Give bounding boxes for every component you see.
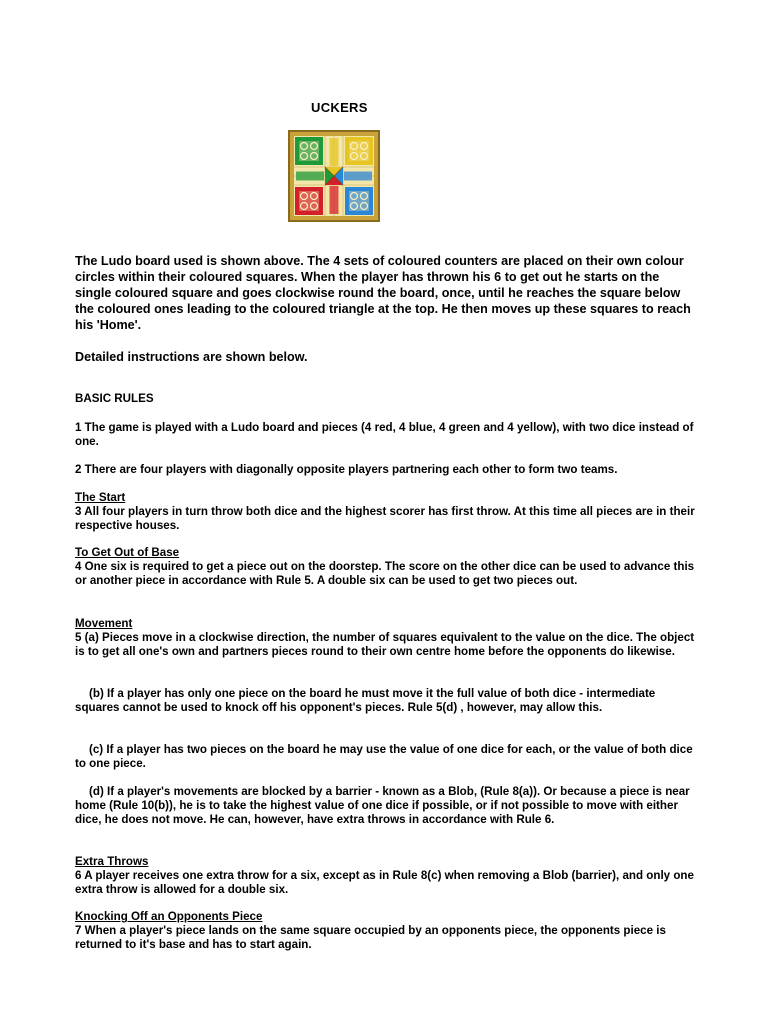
rule-5a: 5 (a) Pieces move in a clockwise direction, the number of squares equivalent to the value on the dice. The object is to get all one's own and partners pieces round to their own centre home before the opponents do likewise. (75, 631, 695, 658)
knocking-heading: Knocking Off an Opponents Piece (75, 910, 263, 923)
rule-1: 1 The game is played with a Ludo board and pieces (4 red, 4 blue, 4 green and 4 yellow), with two dice instead of one. (75, 421, 694, 448)
rule-5c: (c) If a player has two pieces on the board he may use the value of one dice for each, or the value of both dice to one piece. (75, 743, 693, 770)
rule-6: 6 A player receives one extra throw for a six, except as in Rule 8(c) when removing a Blob (barrier), and only one extra throw is allowed for a double six. (75, 869, 694, 896)
start-section (75, 491, 695, 533)
get-out-heading: To Get Out of Base (75, 546, 180, 559)
intro-paragraph: The Ludo board used is shown above. The 4 sets of coloured counters are placed on their own colour circles within their coloured squares. When the player has thrown his 6 to get out he starts on the single coloured square and goes clockwise round the board, once, until he reaches the square below the coloured ones leading to the coloured triangle at the top. He then moves up these squares to reach his 'Home'. (75, 254, 691, 332)
movement-section (75, 617, 695, 659)
extra-throws-section (75, 855, 695, 897)
start-heading: The Start (75, 491, 126, 504)
get-out-section (75, 546, 695, 588)
extra-throws-heading: Extra Throws (75, 855, 149, 868)
rule-2: 2 There are four players with diagonally opposite players partnering each other to form two teams. (75, 463, 618, 476)
document-title: UCKERS (311, 100, 368, 115)
rule-7: 7 When a player's piece lands on the same square occupied by an opponents piece, the opponents piece is returned to it's base and has to start again. (75, 924, 666, 951)
intro-section (75, 253, 695, 365)
rule-5d: (d) If a player's movements are blocked by a barrier - known as a Blob, (Rule 8(a)). Or because a piece is near home (Rule 10(b)), he is to take the highest value of one dice if possible, or if not possible to move with either dice, he does not move. He can, however, have extra throws in accordance with Rule 6. (75, 785, 690, 826)
knocking-section (75, 910, 695, 952)
ludo-board-image (288, 130, 380, 222)
rule-4: 4 One six is required to get a piece out on the doorstep. The score on the other dice can be used to advance this or another piece in accordance with Rule 5. A double six can be used to get two pieces out. (75, 560, 695, 587)
rule-5b: (b) If a player has only one piece on the board he must move it the full value of both dice - intermediate squares cannot be used to knock off his opponent's pieces. Rule 5(d) , however, may allow this. (75, 687, 656, 714)
intro-note: Detailed instructions are shown below. (75, 350, 308, 364)
basic-rules-heading: BASIC RULES (75, 392, 154, 405)
movement-heading: Movement (75, 617, 133, 630)
rule-3: 3 All four players in turn throw both dice and the highest scorer has first throw. At this time all pieces are in their respective houses. (75, 505, 695, 532)
